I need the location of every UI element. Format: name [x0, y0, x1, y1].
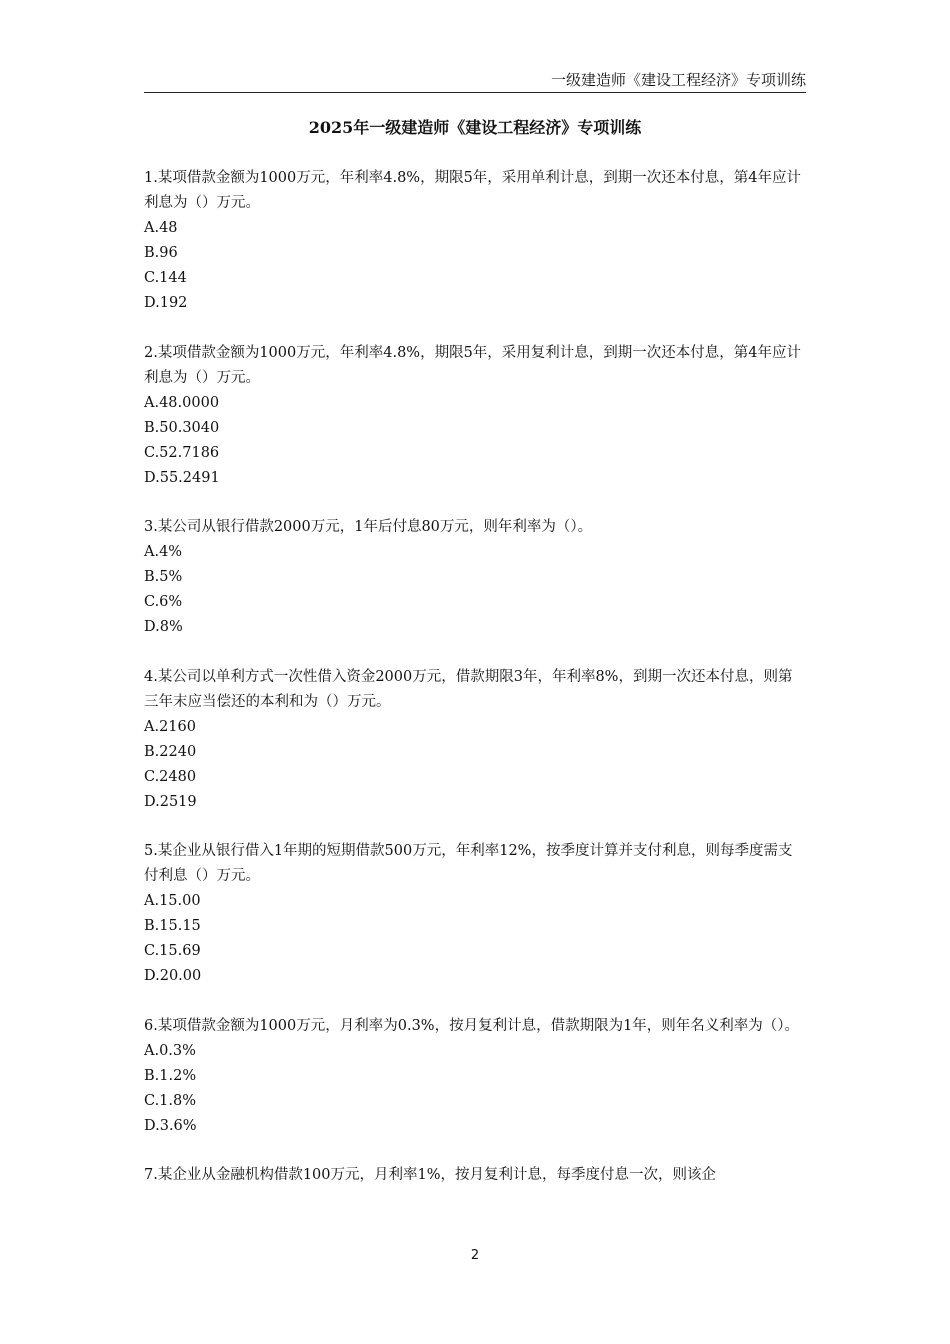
option-d: D.8% [144, 619, 183, 635]
option-b: B.2240 [144, 743, 197, 760]
option-b: B.1.2% [144, 1067, 197, 1084]
option-c: C.6% [144, 594, 183, 610]
question-1 [144, 166, 806, 316]
question-text: 5.某企业从银行借入1年期的短期借款500万元，年利率12%，按季度计算并支付利息，则每季度需支付利息（）万元。 [144, 843, 793, 884]
document-title: 2025年一级建造师《建设工程经济》专项训练 [308, 118, 642, 137]
question-6 [144, 1014, 806, 1139]
option-a: A.2160 [144, 718, 196, 735]
option-d: D.2519 [144, 793, 197, 810]
header-divider [144, 92, 806, 93]
option-d: D.192 [144, 295, 188, 311]
option-d: D.3.6% [144, 1117, 197, 1134]
question-2 [144, 341, 806, 491]
option-c: C.2480 [144, 768, 197, 785]
option-a: A.15.00 [144, 893, 201, 909]
option-a: A.0.3% [144, 1042, 196, 1059]
question-text: 4.某公司以单利方式一次性借入资金2000万元，借款期限3年，年利率8%，到期一次还本付息，则第三年末应当偿还的本利和为（）万元。 [144, 668, 793, 710]
option-b: B.5% [144, 569, 183, 585]
question-text: 1.某项借款金额为1000万元，年利率4.8%，期限5年，采用单利计息，到期一次还本付息，第4年应计利息为（）万元。 [144, 170, 802, 211]
question-text: 7.某企业从金融机构借款100万元，月利率1%，按月复利计息，每季度付息一次，则该企 [144, 1167, 717, 1183]
option-b: B.96 [144, 245, 178, 261]
option-a: A.48.0000 [144, 394, 220, 411]
option-c: C.144 [144, 270, 187, 286]
option-a: A.48 [144, 220, 178, 236]
running-header: 一级建造师《建设工程经济》专项训练 [550, 71, 806, 89]
question-text: 2.某项借款金额为1000万元，年利率4.8%，期限5年，采用复利计息，到期一次还本付息，第4年应计利息为（）万元。 [144, 344, 802, 386]
question-7 [144, 1163, 806, 1188]
option-d: D.20.00 [144, 968, 202, 984]
option-a: A.4% [144, 544, 183, 560]
option-b: B.50.3040 [144, 419, 220, 436]
question-text: 3.某公司从银行借款2000万元，1年后付息80万元，则年利率为（）。 [144, 519, 593, 535]
option-b: B.15.15 [144, 918, 201, 934]
option-c: C.15.69 [144, 943, 201, 959]
option-d: D.55.2491 [144, 469, 220, 486]
option-c: C.52.7186 [144, 444, 220, 461]
question-3 [144, 515, 806, 640]
question-text: 6.某项借款金额为1000万元，月利率为0.3%，按月复利计息，借款期限为1年，则年名义利率为（）。 [144, 1017, 800, 1034]
question-4 [144, 665, 806, 815]
page-number: 2 [470, 1248, 480, 1263]
option-c: C.1.8% [144, 1092, 197, 1109]
question-5 [144, 839, 806, 989]
question-list [144, 166, 806, 1213]
